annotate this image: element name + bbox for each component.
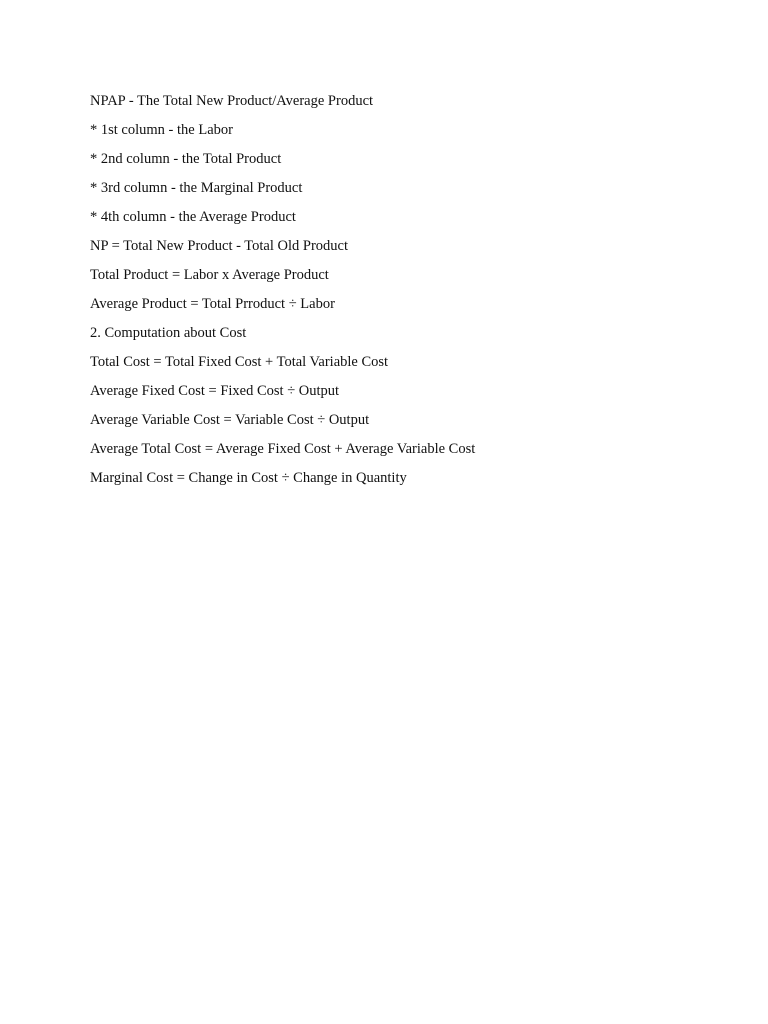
bullet-third-column: * 3rd column - the Marginal Product (90, 180, 303, 196)
formula-marginal-cost: Marginal Cost = Change in Cost ÷ Change in Quantity (90, 470, 407, 486)
formula-total-product: Total Product = Labor x Average Product (90, 267, 329, 283)
bullet-second-column: * 2nd column - the Total Product (90, 151, 282, 167)
heading-npap: NPAP - The Total New Product/Average Product (90, 93, 374, 109)
heading-computation-cost: 2. Computation about Cost (90, 325, 247, 341)
formula-total-cost: Total Cost = Total Fixed Cost + Total Variable Cost (90, 354, 389, 370)
formula-average-fixed-cost: Average Fixed Cost = Fixed Cost ÷ Output (90, 383, 340, 399)
document-body (90, 90, 730, 496)
formula-average-product: Average Product = Total Prroduct ÷ Labor (90, 296, 335, 312)
formula-new-product: NP = Total New Product - Total Old Product (90, 238, 348, 254)
formula-average-total-cost: Average Total Cost = Average Fixed Cost + Average Variable Cost (90, 441, 476, 457)
formula-average-variable-cost: Average Variable Cost = Variable Cost ÷ Output (90, 412, 370, 428)
bullet-first-column: * 1st column - the Labor (90, 122, 233, 138)
bullet-fourth-column: * 4th column - the Average Product (90, 209, 296, 225)
